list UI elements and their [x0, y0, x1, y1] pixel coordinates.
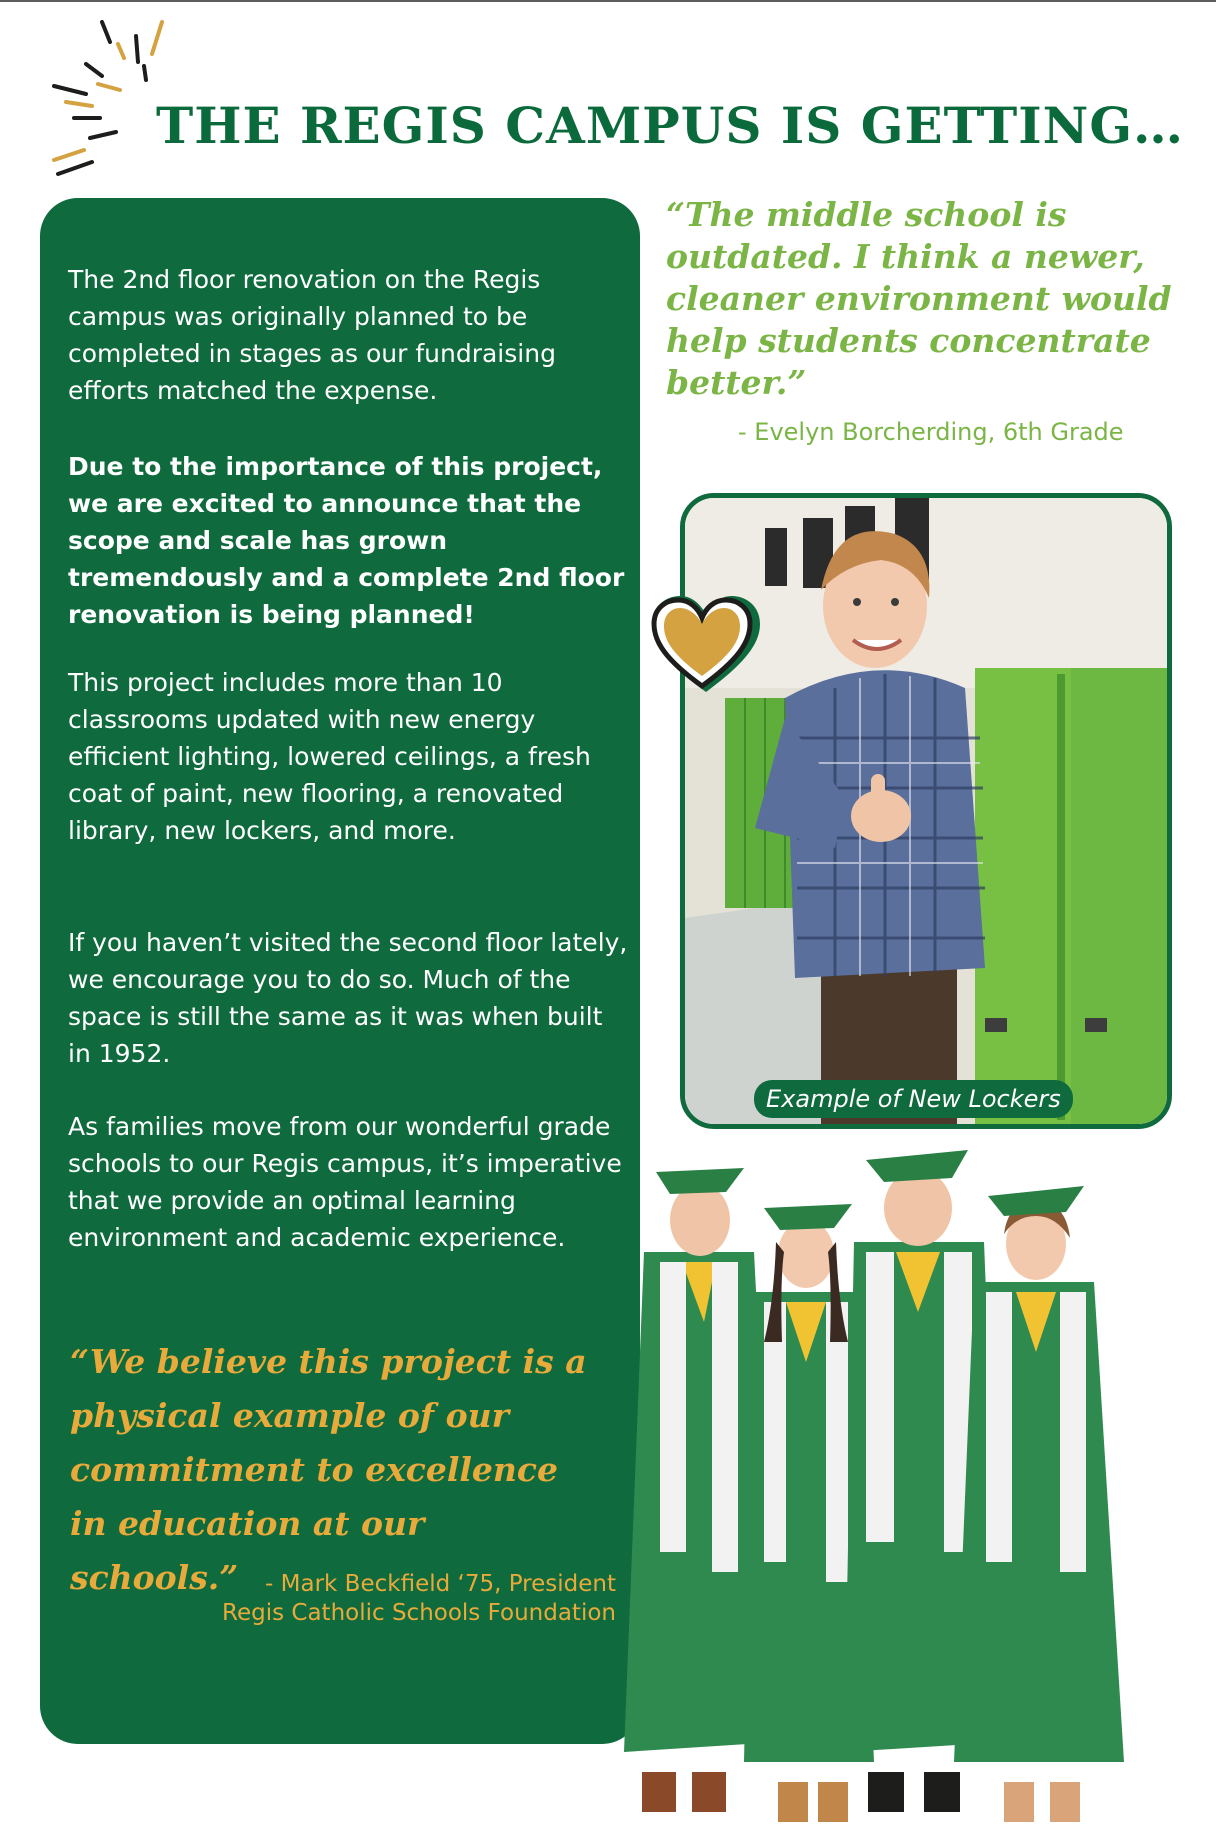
paragraph-project-details: This project includes more than 10 classrooms updated with new energy efficient lighting, lowered ceilings, a fresh coat of paint, new flooring, a renovated library, new lockers, and more.: [68, 668, 591, 845]
student-quote: “The middle school is outdated. I think a newer, cleaner environment would help students concentrate better.”: [666, 195, 1172, 402]
top-rule: [0, 0, 1216, 2]
paragraph-visit: If you haven’t visited the second floor lately, we encourage you to do so. Much of the space is still the same as it was when built in 1952.: [68, 928, 628, 1068]
paragraph-announcement: Due to the importance of this project, we are excited to announce that the scope and scale has grown tremendously and a complete 2nd floor renovation is being planned!: [68, 452, 625, 629]
locker-photo: [680, 493, 1172, 1129]
page-title: THE REGIS CAMPUS IS GETTING…: [156, 96, 1185, 155]
locker-photo-caption: Example of New Lockers: [754, 1080, 1073, 1118]
president-attribution: - Mark Beckfield ‘75, President: [265, 1571, 616, 1597]
president-quote: “We believe this project is a physical example of our commitment to excellence in education at our schools.”: [70, 1342, 587, 1597]
paragraph-intro: The 2nd floor renovation on the Regis campus was originally planned to be completed in stages as our fundraising efforts matched the expense.: [68, 265, 556, 405]
graduates-photo: [604, 1142, 1184, 1830]
heart-icon: [648, 592, 764, 696]
foundation-attribution: Regis Catholic Schools Foundation: [222, 1600, 616, 1626]
student-attribution: - Evelyn Borcherding, 6th Grade: [738, 418, 1124, 446]
paragraph-families: As families move from our wonderful grade schools to our Regis campus, it’s imperative that we provide an optimal learning environment and academic experience.: [68, 1112, 622, 1252]
